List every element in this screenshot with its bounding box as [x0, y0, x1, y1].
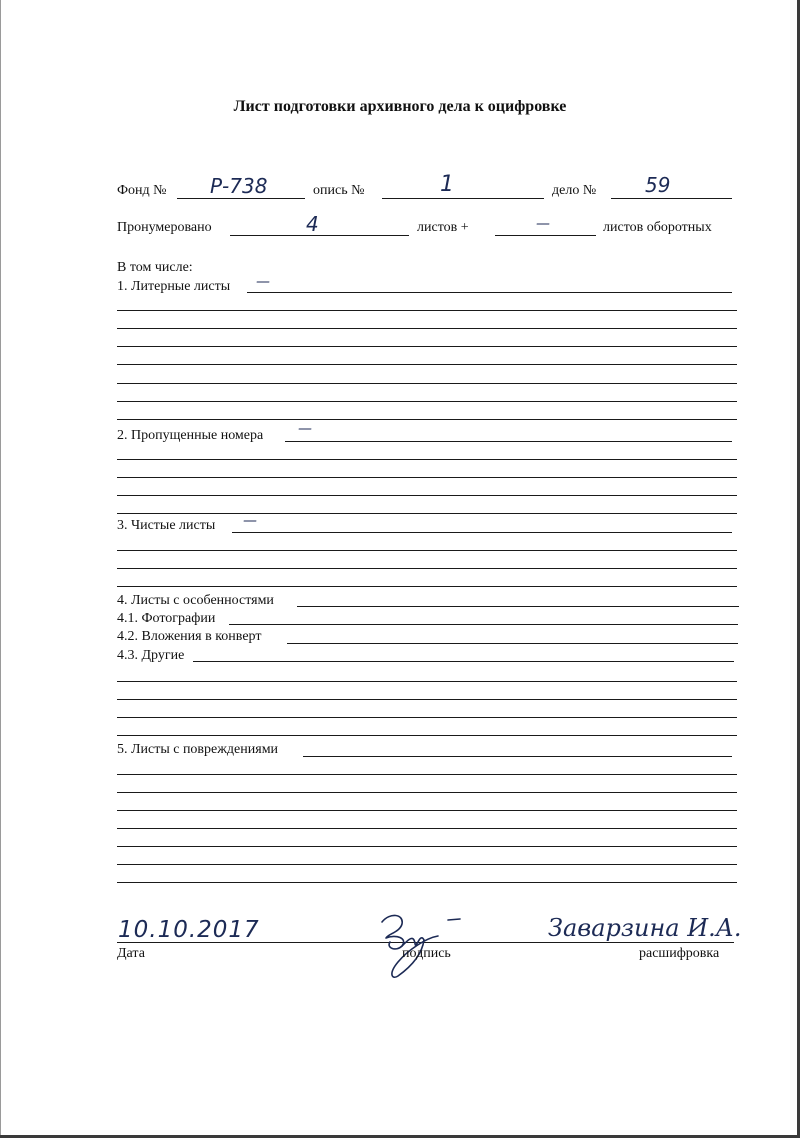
- damaged-extra-line: [117, 846, 737, 847]
- date-value: 10.10.2017: [118, 917, 260, 943]
- page-title: Лист подготовки архивного дела к оцифровке: [233, 98, 567, 115]
- date-label: Дата: [117, 946, 145, 961]
- signature-label: подпись: [402, 946, 451, 961]
- missing-extra-line: [117, 495, 737, 496]
- special-extra-line: [117, 735, 737, 736]
- damaged-extra-line: [117, 864, 737, 865]
- other-label: 4.3. Другие: [117, 648, 185, 663]
- literal-extra-line: [117, 401, 737, 402]
- missing-line: [285, 441, 732, 442]
- delo-value: 59: [645, 173, 671, 197]
- special-label: 4. Листы с особенностями: [117, 593, 274, 608]
- delo-line: [611, 198, 732, 199]
- blank-extra-line: [117, 550, 737, 551]
- blank-line: [232, 532, 732, 533]
- decode-value: Заварзина И.А.: [548, 914, 742, 942]
- blank-extra-line: [117, 586, 737, 587]
- opis-line: [382, 198, 544, 199]
- numbered-line: [230, 235, 409, 236]
- opis-value: 1: [440, 172, 454, 197]
- literal-extra-line: [117, 383, 737, 384]
- blank-extra-line: [117, 568, 737, 569]
- damaged-extra-line: [117, 828, 737, 829]
- literal-extra-line: [117, 364, 737, 365]
- plus-label: листов +: [417, 220, 469, 235]
- literal-value: —: [256, 274, 270, 290]
- literal-extra-line: [117, 310, 737, 311]
- missing-label: 2. Пропущенные номера: [117, 428, 264, 443]
- signature-image: [368, 902, 468, 980]
- envelope-line: [287, 643, 738, 644]
- reverse-value: —: [536, 216, 550, 232]
- missing-extra-line: [117, 477, 737, 478]
- envelope-label: 4.2. Вложения в конверт: [117, 629, 262, 644]
- other-line: [193, 661, 734, 662]
- missing-value: —: [298, 421, 312, 437]
- damaged-extra-line: [117, 792, 737, 793]
- special-extra-line: [117, 699, 737, 700]
- damaged-label: 5. Листы с повреждениями: [117, 742, 279, 757]
- decode-label: расшифровка: [639, 946, 720, 961]
- special-extra-line: [117, 681, 737, 682]
- numbered-value: 4: [306, 212, 319, 236]
- photos-line: [229, 624, 738, 625]
- photos-label: 4.1. Фотографии: [117, 611, 216, 626]
- damaged-extra-line: [117, 810, 737, 811]
- fond-value: Р-738: [210, 174, 268, 198]
- numbered-label: Пронумеровано: [117, 220, 212, 235]
- fond-line: [177, 198, 305, 199]
- damaged-line: [303, 756, 732, 757]
- opis-label: опись №: [313, 183, 365, 198]
- special-line: [297, 606, 739, 607]
- literal-extra-line: [117, 346, 737, 347]
- literal-extra-line: [117, 328, 737, 329]
- page-edge-left: [0, 0, 1, 1138]
- literal-extra-line: [117, 419, 737, 420]
- damaged-extra-line: [117, 774, 737, 775]
- missing-extra-line: [117, 513, 737, 514]
- damaged-extra-line: [117, 882, 737, 883]
- special-extra-line: [117, 717, 737, 718]
- blank-value: —: [243, 513, 257, 529]
- blank-label: 3. Чистые листы: [117, 518, 216, 533]
- missing-extra-line: [117, 459, 737, 460]
- reverse-line: [495, 235, 596, 236]
- delo-label: дело №: [552, 183, 597, 198]
- fond-label: Фонд №: [117, 183, 167, 198]
- reverse-label: листов оборотных: [603, 220, 712, 235]
- intro-label: В том числе:: [117, 260, 193, 275]
- literal-label: 1. Литерные листы: [117, 279, 231, 294]
- literal-line: [247, 292, 732, 293]
